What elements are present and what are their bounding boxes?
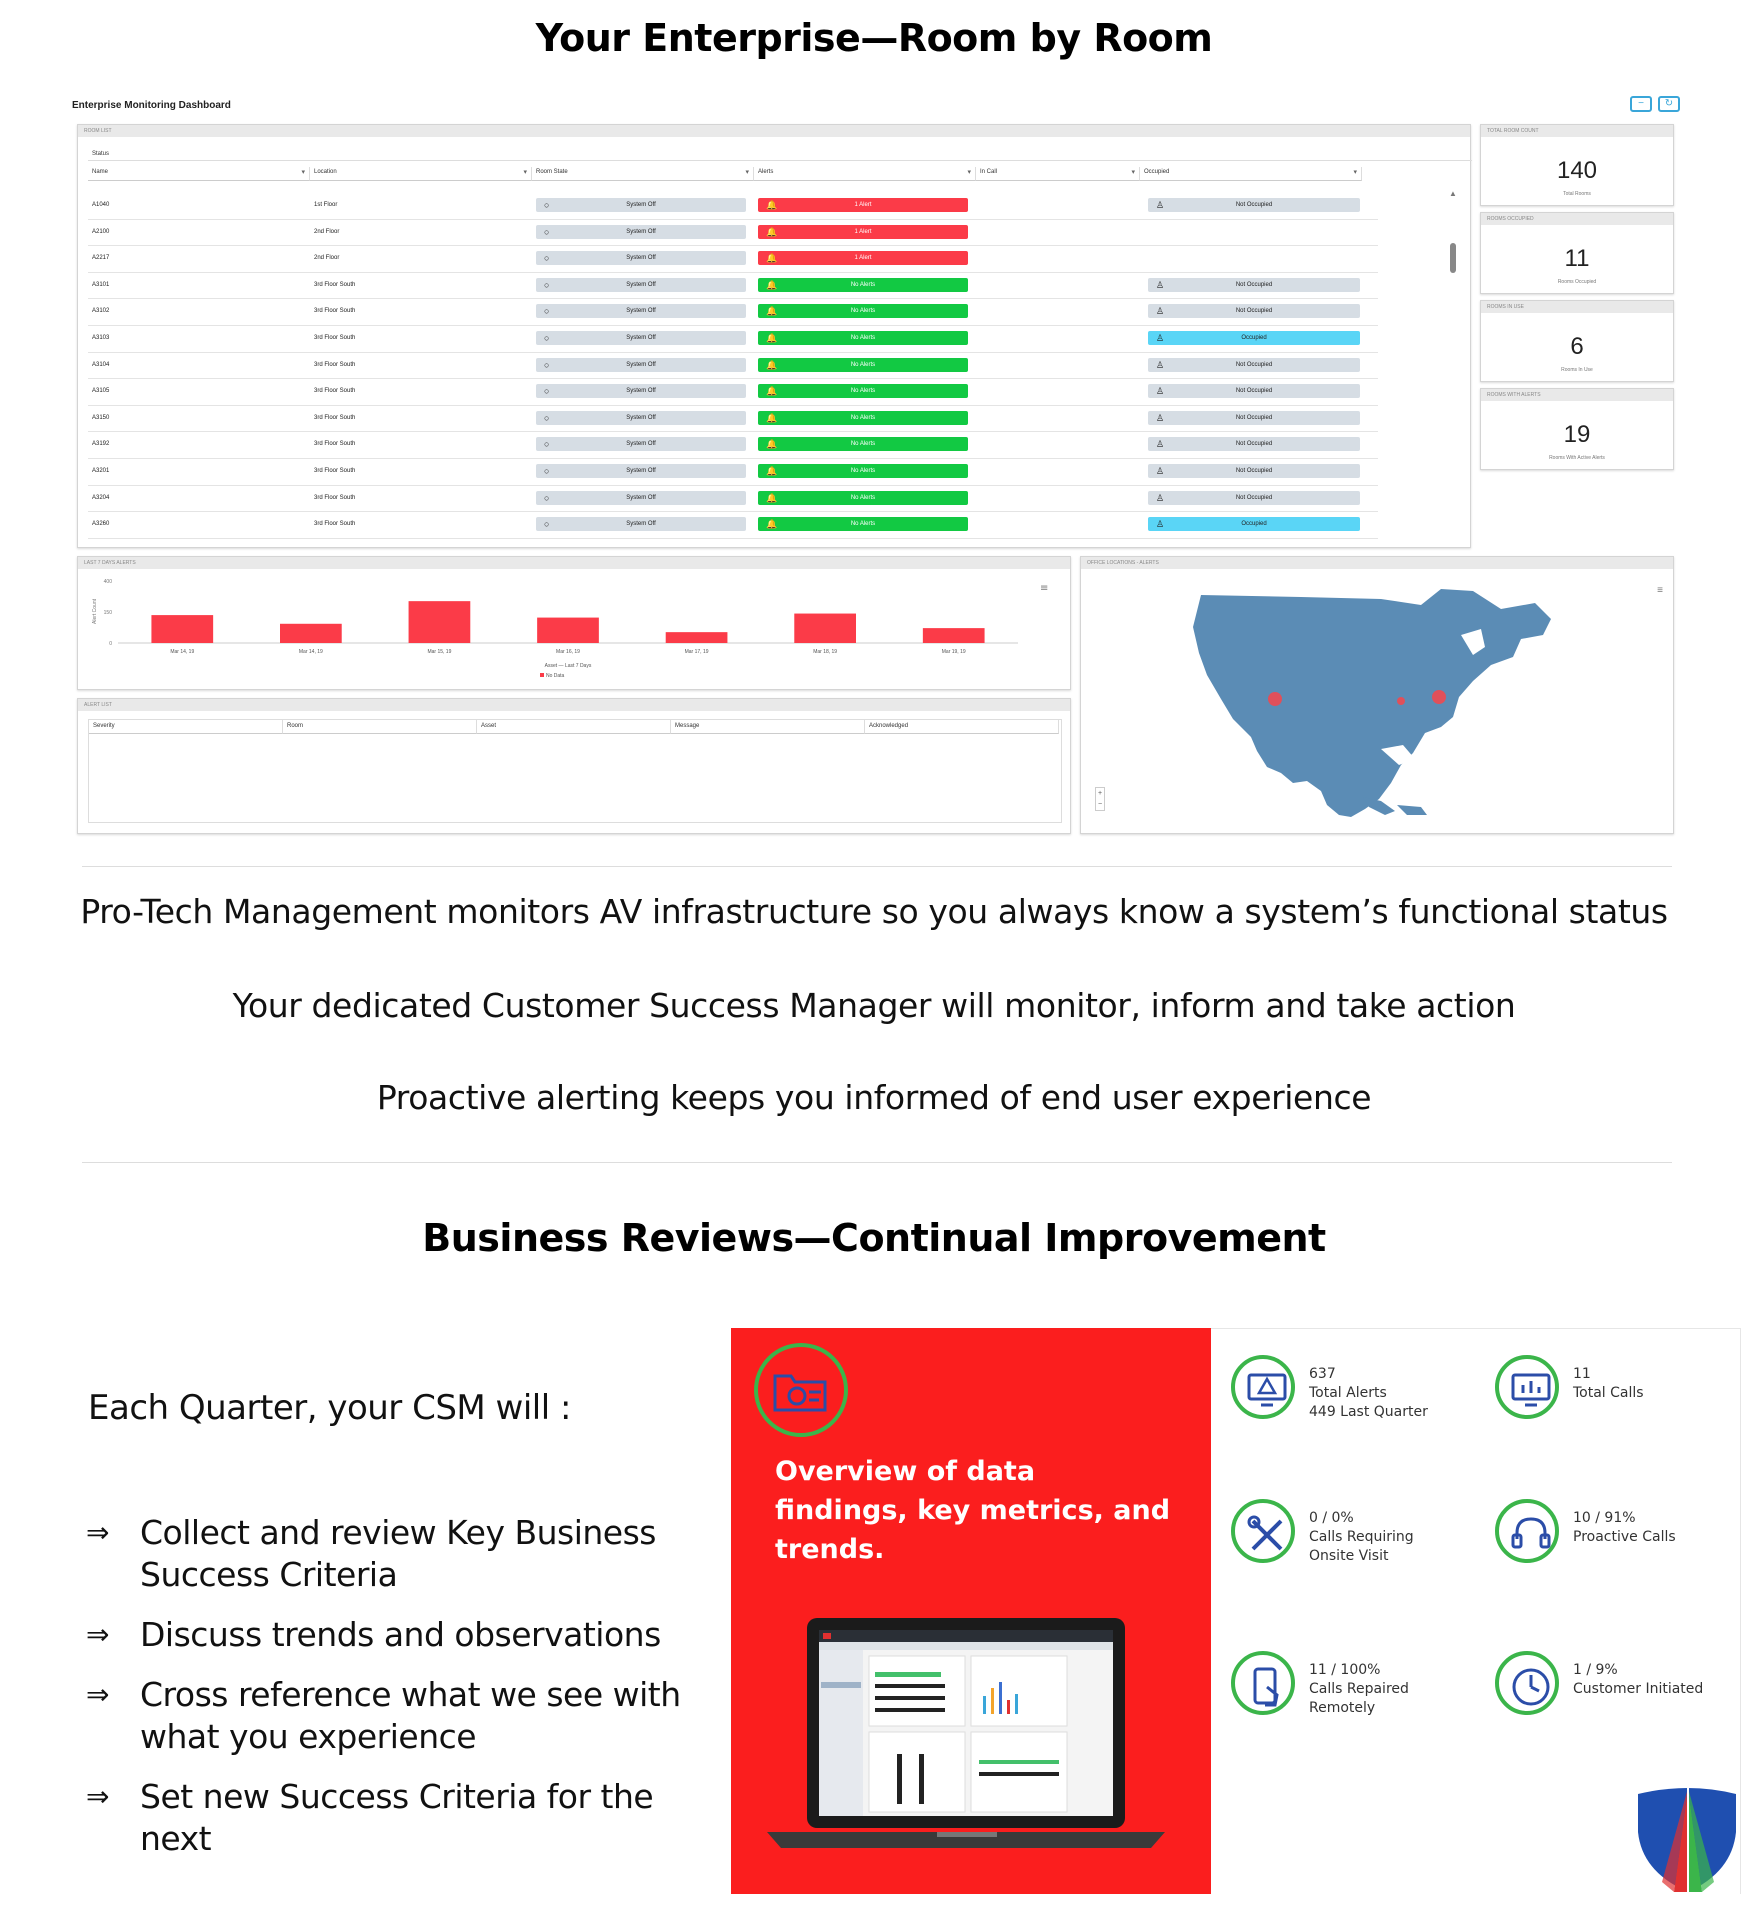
bar [537, 618, 599, 643]
alert-col-acknowledged[interactable]: Acknowledged [865, 720, 1059, 734]
power-icon: ○ [544, 359, 550, 370]
statement-monitoring: Pro-Tech Management monitors AV infrastructure so you always know a system’s functional status [80, 892, 1668, 931]
bell-icon: 🔔 [766, 359, 778, 370]
occupied-pill [1148, 278, 1360, 292]
room-list-rows [88, 193, 1378, 539]
stat-line: 10 / 91% [1573, 1510, 1636, 1526]
bell-icon: 🔔 [766, 439, 778, 450]
kpi-value: 140 [1556, 157, 1598, 184]
stat-line: Remotely [1309, 1700, 1376, 1716]
room-location: 3rd Floor South [314, 334, 356, 341]
stat-line: Customer Initiated [1573, 1681, 1704, 1697]
bell-icon: 🔔 [766, 492, 778, 503]
occupied-pill [1148, 411, 1360, 425]
alert-pill[interactable] [758, 304, 968, 318]
location-marker-central[interactable] [1397, 697, 1405, 705]
table-row[interactable] [88, 486, 1378, 513]
power-icon: ○ [544, 492, 550, 503]
occupied-label: Occupied [1241, 334, 1267, 341]
csm-bullet-list [86, 1512, 726, 1878]
stat-line: Calls Repaired [1309, 1681, 1409, 1697]
stat-line: Onsite Visit [1309, 1548, 1389, 1564]
table-row[interactable] [88, 246, 1378, 273]
kpi-header: ROOMS OCCUPIED [1481, 213, 1673, 225]
bell-icon: 🔔 [766, 386, 778, 397]
bar [923, 628, 985, 643]
kpi-label: Rooms Occupied [1557, 279, 1597, 285]
room-location: 3rd Floor South [314, 494, 356, 501]
alert-pill[interactable] [758, 251, 968, 265]
room-state-label: System Off [626, 308, 656, 315]
room-name: A3260 [92, 521, 110, 528]
person-icon: ♙ [1156, 439, 1165, 450]
statement-alerting: Proactive alerting keeps you informed of end user experience [376, 1078, 1372, 1117]
x-tick-label: Mar 17, 19 [684, 649, 709, 655]
alert-pill[interactable] [758, 411, 968, 425]
north-america-map [1081, 569, 1675, 835]
occupied-label: Not Occupied [1235, 281, 1273, 288]
csm-bullet [86, 1776, 726, 1860]
person-icon: ♙ [1156, 279, 1165, 290]
y-tick-label: 150 [103, 610, 112, 616]
location-marker-east[interactable] [1432, 690, 1446, 704]
table-row[interactable] [88, 326, 1378, 353]
room-list-panel [77, 124, 1471, 548]
y-tick-label: 0 [109, 641, 112, 647]
alert-list-table [88, 719, 1062, 823]
col-room-state[interactable]: Room State ▾ [532, 167, 754, 181]
refresh-button[interactable]: ↻ [1658, 96, 1680, 112]
room-list-scrollbar[interactable]: ▲ [1448, 193, 1458, 533]
alert-list-panel [77, 698, 1071, 834]
alert-pill[interactable] [758, 517, 968, 531]
room-name: A3204 [92, 494, 110, 501]
x-tick-label: Mar 14, 19 [298, 649, 323, 655]
bullet-text: Collect and review Key Business Success Criteria [140, 1513, 656, 1594]
room-name: A3192 [92, 441, 110, 448]
kpi-card [1480, 212, 1674, 294]
room-location: 3rd Floor South [314, 521, 356, 528]
divider-bottom [82, 1162, 1672, 1163]
col-location[interactable]: Location ▾ [310, 167, 532, 181]
person-icon: ♙ [1156, 492, 1165, 503]
person-icon: ♙ [1156, 412, 1165, 423]
alerts-chart-panel [77, 556, 1071, 690]
room-location: 3rd Floor South [314, 467, 356, 474]
chart-menu-icon[interactable]: ≡ [1040, 583, 1049, 594]
room-name: A3150 [92, 414, 110, 421]
table-row[interactable] [88, 432, 1378, 459]
occupied-label: Not Occupied [1235, 308, 1273, 315]
power-icon: ○ [544, 253, 550, 264]
arrow-icon: ⇒ [86, 1516, 109, 1549]
csm-bullet [86, 1512, 726, 1596]
room-name: A3103 [92, 334, 110, 341]
bell-icon: 🔔 [766, 253, 778, 264]
stat-line: Total Alerts [1309, 1385, 1387, 1401]
room-state-label: System Off [626, 494, 656, 501]
room-location: 3rd Floor South [314, 414, 356, 421]
y-tick-label: 400 [103, 579, 112, 585]
room-state-pill [536, 491, 746, 505]
legend-swatch [540, 673, 544, 677]
stat-line: Total Calls [1573, 1385, 1644, 1401]
page-heading: Your Enterprise—Room by Room [535, 16, 1213, 60]
alert-pill[interactable] [758, 331, 968, 345]
room-state-label: System Off [626, 334, 656, 341]
map-landmass [1193, 589, 1551, 817]
business-heading: Business Reviews—Continual Improvement [422, 1216, 1326, 1260]
alert-pill[interactable] [758, 358, 968, 372]
room-state-pill [536, 198, 746, 212]
divider-top [82, 866, 1672, 867]
col-name[interactable]: Name ▾ [88, 167, 310, 181]
room-state-label: System Off [626, 414, 656, 421]
table-row[interactable] [88, 299, 1378, 326]
clock-icon [1495, 1651, 1559, 1715]
bell-icon: 🔔 [766, 332, 778, 343]
bell-icon: 🔔 [766, 519, 778, 530]
dashboard-screenshot [72, 92, 1684, 842]
scroll-thumb[interactable] [1450, 243, 1456, 273]
room-state-label: System Off [626, 281, 656, 288]
room-state-label: System Off [626, 388, 656, 395]
alerts-bar-chart [78, 569, 1072, 691]
chart-monitor-icon [1495, 1355, 1559, 1419]
occupied-label: Not Occupied [1235, 494, 1273, 501]
table-row[interactable] [88, 379, 1378, 406]
folder-gear-icon [751, 1340, 851, 1440]
bar [409, 601, 471, 643]
power-icon: ○ [544, 465, 550, 476]
bell-icon: 🔔 [766, 412, 778, 423]
col-alerts[interactable]: Alerts ▾ [754, 167, 976, 181]
room-location: 3rd Floor South [314, 281, 356, 288]
stat-line: 11 / 100% [1309, 1662, 1381, 1678]
arrow-icon: ⇒ [86, 1678, 109, 1711]
room-state-pill [536, 358, 746, 372]
alert-label: No Alerts [850, 388, 876, 395]
kpi-value: 6 [1570, 333, 1584, 360]
occupied-pill [1148, 198, 1360, 212]
table-row[interactable] [88, 220, 1378, 247]
alert-col-severity[interactable]: Severity [89, 720, 283, 734]
laptop-image [757, 1610, 1177, 1860]
person-icon: ♙ [1156, 386, 1165, 397]
occupied-pill [1148, 304, 1360, 318]
alert-col-room[interactable]: Room [283, 720, 477, 734]
person-icon: ♙ [1156, 465, 1165, 476]
bell-icon: 🔔 [766, 279, 778, 290]
bar [280, 624, 342, 643]
occupied-pill [1148, 517, 1360, 531]
alert-pill[interactable] [758, 278, 968, 292]
y-axis-label: Alert Count [92, 598, 98, 624]
kpi-label: Rooms With Active Alerts [1549, 455, 1605, 461]
room-state-pill [536, 331, 746, 345]
table-row[interactable] [88, 353, 1378, 380]
status-filter[interactable]: Status [88, 149, 1472, 161]
room-state-pill [536, 304, 746, 318]
room-location: 2nd Floor [314, 228, 340, 235]
bar [794, 614, 856, 643]
occupied-label: Occupied [1241, 521, 1267, 528]
bell-icon: 🔔 [766, 306, 778, 317]
room-name: A3201 [92, 467, 110, 474]
kpi-value: 11 [1564, 245, 1590, 272]
room-location: 3rd Floor South [314, 441, 356, 448]
person-icon: ♙ [1156, 519, 1165, 530]
room-state-label: System Off [626, 202, 656, 208]
room-state-label: System Off [626, 361, 656, 368]
kpi-header: ROOMS IN USE [1481, 301, 1673, 313]
alert-label: 1 Alert [854, 202, 872, 208]
kpi-value: 19 [1563, 421, 1591, 448]
occupied-label: Not Occupied [1235, 414, 1273, 421]
room-name: A3105 [92, 388, 110, 395]
zoom-control[interactable]: + − [1095, 787, 1105, 811]
tools-icon [1231, 1499, 1295, 1563]
kpi-card [1480, 300, 1674, 382]
alert-col-message[interactable]: Message [671, 720, 865, 734]
csm-bullet [86, 1674, 726, 1758]
power-icon: ○ [544, 439, 550, 450]
room-location: 3rd Floor South [314, 308, 356, 315]
room-name: A3102 [92, 308, 110, 315]
occupied-pill [1148, 437, 1360, 451]
alert-label: No Alerts [850, 414, 876, 421]
alert-list-header: ALERT LIST [78, 699, 1070, 711]
col-occupied[interactable]: Occupied ▾ [1140, 167, 1362, 181]
alert-pill[interactable] [758, 437, 968, 451]
map-panel [1080, 556, 1674, 834]
bullet-text: Discuss trends and observations [140, 1615, 661, 1654]
alert-label: No Alerts [850, 308, 876, 315]
stat-line: Proactive Calls [1573, 1529, 1676, 1545]
bell-icon: 🔔 [766, 465, 778, 476]
alert-label: 1 Alert [854, 228, 872, 235]
kpi-header: ROOMS WITH ALERTS [1481, 389, 1673, 401]
alert-label: No Alerts [850, 334, 876, 341]
arrow-icon: ⇒ [86, 1780, 109, 1813]
headset-icon [1495, 1499, 1559, 1563]
kpi-header: TOTAL ROOM COUNT [1481, 125, 1673, 137]
room-name: A2100 [92, 228, 110, 235]
room-state-label: System Off [626, 441, 656, 448]
table-row[interactable] [88, 512, 1378, 539]
x-tick-label: Mar 15, 19 [427, 649, 452, 655]
room-list-header: ROOM LIST [78, 125, 1470, 137]
room-location: 3rd Floor South [314, 388, 356, 395]
occupied-pill [1148, 384, 1360, 398]
table-row[interactable] [88, 406, 1378, 433]
room-state-pill [536, 278, 746, 292]
room-state-label: System Off [626, 228, 656, 235]
legend-label: No Data [546, 673, 565, 679]
minimize-button[interactable]: − [1630, 96, 1652, 112]
col-in-call[interactable]: In Call ▾ [976, 167, 1140, 181]
map-header: OFFICE LOCATIONS - ALERTS [1081, 557, 1673, 569]
room-list-columns [88, 167, 1378, 181]
room-name: A1040 [92, 202, 110, 208]
room-name: A2217 [92, 255, 110, 262]
alert-pill[interactable] [758, 491, 968, 505]
occupied-pill [1148, 491, 1360, 505]
stat-line: 11 [1573, 1366, 1591, 1382]
alert-label: No Alerts [850, 521, 876, 528]
arrow-icon: ⇒ [86, 1618, 109, 1651]
bullet-text: Cross reference what we see with what you experience [140, 1675, 681, 1756]
alert-label: No Alerts [850, 281, 876, 288]
room-name: A3104 [92, 361, 110, 368]
x-tick-label: Mar 18, 19 [813, 649, 838, 655]
company-shield-logo [1632, 1786, 1742, 1896]
stat-line: 637 [1309, 1366, 1336, 1382]
map-menu-icon[interactable]: ≡ [1657, 585, 1663, 596]
occupied-label: Not Occupied [1235, 202, 1273, 208]
alerts-chart-header: LAST 7 DAYS ALERTS [78, 557, 1070, 569]
person-icon: ♙ [1156, 332, 1165, 343]
alert-col-asset[interactable]: Asset [477, 720, 671, 734]
kpi-card [1480, 388, 1674, 470]
power-icon: ○ [544, 200, 550, 210]
stat-line: 449 Last Quarter [1309, 1404, 1428, 1420]
x-tick-label: Mar 14, 19 [170, 649, 195, 655]
stat-line: Calls Requiring [1309, 1529, 1414, 1545]
alert-label: 1 Alert [854, 255, 872, 262]
overview-panel [731, 1328, 1211, 1894]
occupied-label: Not Occupied [1235, 361, 1273, 368]
alert-pill[interactable] [758, 225, 968, 239]
kpi-label: Total Rooms [1563, 191, 1591, 197]
room-state-pill [536, 251, 746, 265]
room-state-label: System Off [626, 255, 656, 262]
room-state-pill [536, 225, 746, 239]
csm-intro: Each Quarter, your CSM will : [88, 1388, 571, 1428]
person-icon: ♙ [1156, 200, 1165, 210]
alert-label: No Alerts [850, 361, 876, 368]
x-axis-label: Asset — Last 7 Days [544, 663, 592, 669]
room-state-label: System Off [626, 521, 656, 528]
room-state-pill [536, 517, 746, 531]
occupied-label: Not Occupied [1235, 441, 1273, 448]
kpi-label: Rooms In Use [1561, 367, 1593, 373]
phone-touch-icon [1231, 1651, 1295, 1715]
caribbean-islands [1363, 797, 1427, 815]
room-state-pill [536, 411, 746, 425]
alert-label: No Alerts [850, 441, 876, 448]
table-row[interactable] [88, 193, 1378, 220]
room-state-pill [536, 384, 746, 398]
location-marker-west[interactable] [1268, 692, 1282, 706]
power-icon: ○ [544, 519, 550, 530]
occupied-label: Not Occupied [1235, 467, 1273, 474]
power-icon: ○ [544, 386, 550, 397]
table-row[interactable] [88, 459, 1378, 486]
stat-line: 0 / 0% [1309, 1510, 1354, 1526]
x-tick-label: Mar 19, 19 [941, 649, 966, 655]
overview-text: Overview of data findings, key metrics, and trends. [775, 1456, 1171, 1565]
power-icon: ○ [544, 306, 550, 317]
x-tick-label: Mar 16, 19 [556, 649, 580, 655]
alert-monitor-icon [1231, 1355, 1295, 1419]
room-location: 3rd Floor South [314, 361, 356, 368]
alert-label: No Alerts [850, 494, 876, 501]
csm-bullet [86, 1614, 726, 1656]
alert-label: No Alerts [850, 467, 876, 474]
room-name: A3101 [92, 281, 110, 288]
room-state-pill [536, 437, 746, 451]
alert-pill[interactable] [758, 198, 968, 212]
kpi-card [1480, 124, 1674, 206]
bell-icon: 🔔 [766, 200, 778, 210]
occupied-label: Not Occupied [1235, 388, 1273, 395]
room-state-label: System Off [626, 467, 656, 474]
stat-line: 1 / 9% [1573, 1662, 1618, 1678]
power-icon: ○ [544, 279, 550, 290]
room-state-pill [536, 464, 746, 478]
bell-icon: 🔔 [766, 226, 778, 237]
power-icon: ○ [544, 332, 550, 343]
power-icon: ○ [544, 412, 550, 423]
occupied-pill [1148, 464, 1360, 478]
table-row[interactable] [88, 273, 1378, 300]
bullet-text: Set new Success Criteria for the next [140, 1777, 654, 1858]
occupied-pill [1148, 358, 1360, 372]
person-icon: ♙ [1156, 306, 1165, 317]
dashboard-title: Enterprise Monitoring Dashboard [72, 100, 231, 111]
bar [666, 632, 728, 643]
person-icon: ♙ [1156, 359, 1165, 370]
alert-pill[interactable] [758, 384, 968, 398]
room-location: 2nd Floor [314, 255, 340, 262]
room-location: 1st Floor [314, 202, 338, 208]
statement-csm: Your dedicated Customer Success Manager will monitor, inform and take action [232, 986, 1516, 1025]
occupied-pill [1148, 331, 1360, 345]
bar [151, 615, 213, 643]
alert-pill[interactable] [758, 464, 968, 478]
power-icon: ○ [544, 226, 550, 237]
